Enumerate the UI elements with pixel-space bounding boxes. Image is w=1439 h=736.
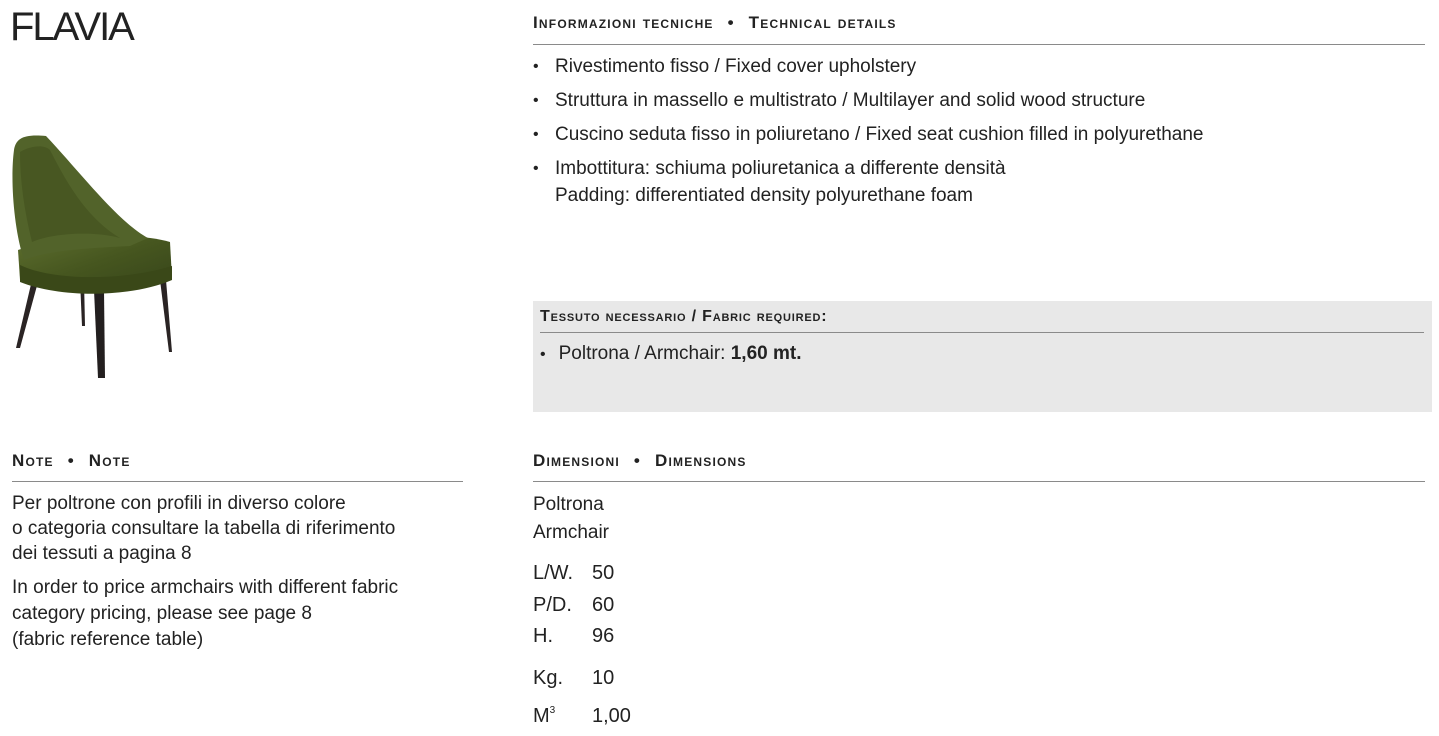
technical-heading-en: Technical details — [748, 13, 897, 32]
dimension-row: L/W. 50 — [533, 562, 615, 584]
note-it-text — [12, 491, 395, 566]
dimension-row: P/D. 60 — [533, 593, 615, 616]
heading-separator: • — [727, 13, 735, 32]
note-line: category pricing, please see page 8 — [12, 603, 312, 624]
list-item: • Cuscino seduta fisso in poliuretano / Fixed seat cushion filled in polyurethane — [533, 124, 1204, 145]
list-item: • Struttura in massello e multistrato / Multilayer and solid wood structure — [533, 90, 1146, 111]
note-heading-it: Note — [12, 451, 54, 470]
note-line: In order to price armchairs with different fabric — [12, 577, 399, 598]
note-line: o categoria consultare la tabella di riferimento — [12, 518, 396, 539]
dimensions-type — [533, 491, 609, 547]
technical-rule — [533, 44, 1425, 45]
technical-list — [533, 53, 1425, 216]
note-line: Per poltrone con profili in diverso colore — [12, 493, 346, 514]
note-rule — [12, 481, 463, 482]
dimensions-heading-en: Dimensions — [654, 451, 747, 470]
dimensions-heading — [533, 451, 747, 471]
product-title: FLAVIA — [10, 5, 133, 49]
chair-image — [10, 130, 180, 385]
dimensions-type-en: Armchair — [533, 522, 610, 543]
note-line: dei tessuti a pagina 8 — [12, 543, 192, 564]
list-item: • Imbottitura: schiuma poliuretanica a differente densità Padding: differentiated density polyurethane foam — [533, 158, 1006, 206]
dimensions-type-it: Poltrona — [533, 494, 604, 515]
note-heading-en: Note — [88, 451, 131, 470]
note-line: (fabric reference table) — [12, 629, 204, 650]
heading-separator: • — [633, 451, 642, 470]
fabric-item-label: Poltrona / Armchair: — [558, 343, 731, 364]
heading-separator: • — [67, 451, 75, 470]
volume-row: $M^3$ 1,00 — [533, 704, 631, 727]
fabric-item: • Poltrona / Armchair: 1,60 mt. — [540, 343, 802, 364]
list-item: • Rivestimento fisso / Fixed cover upholstery — [533, 56, 917, 77]
fabric-item-value: 1,60 mt. — [730, 343, 802, 364]
weight-volume — [533, 663, 631, 732]
technical-heading-it: Informazioni tecniche — [533, 13, 714, 32]
fabric-heading: Tessuto necessario / Fabric required: — [540, 308, 828, 325]
fabric-rule — [540, 332, 1424, 333]
dimension-row: H. 96 — [533, 625, 615, 647]
technical-heading — [533, 13, 897, 33]
dimensions-rule — [533, 481, 1425, 482]
dimensions-heading-it: Dimensioni — [533, 451, 620, 470]
note-heading — [12, 451, 131, 471]
dimensions-table — [533, 558, 614, 653]
note-en-text — [12, 575, 398, 653]
weight-row: Kg. 10 — [533, 667, 615, 689]
